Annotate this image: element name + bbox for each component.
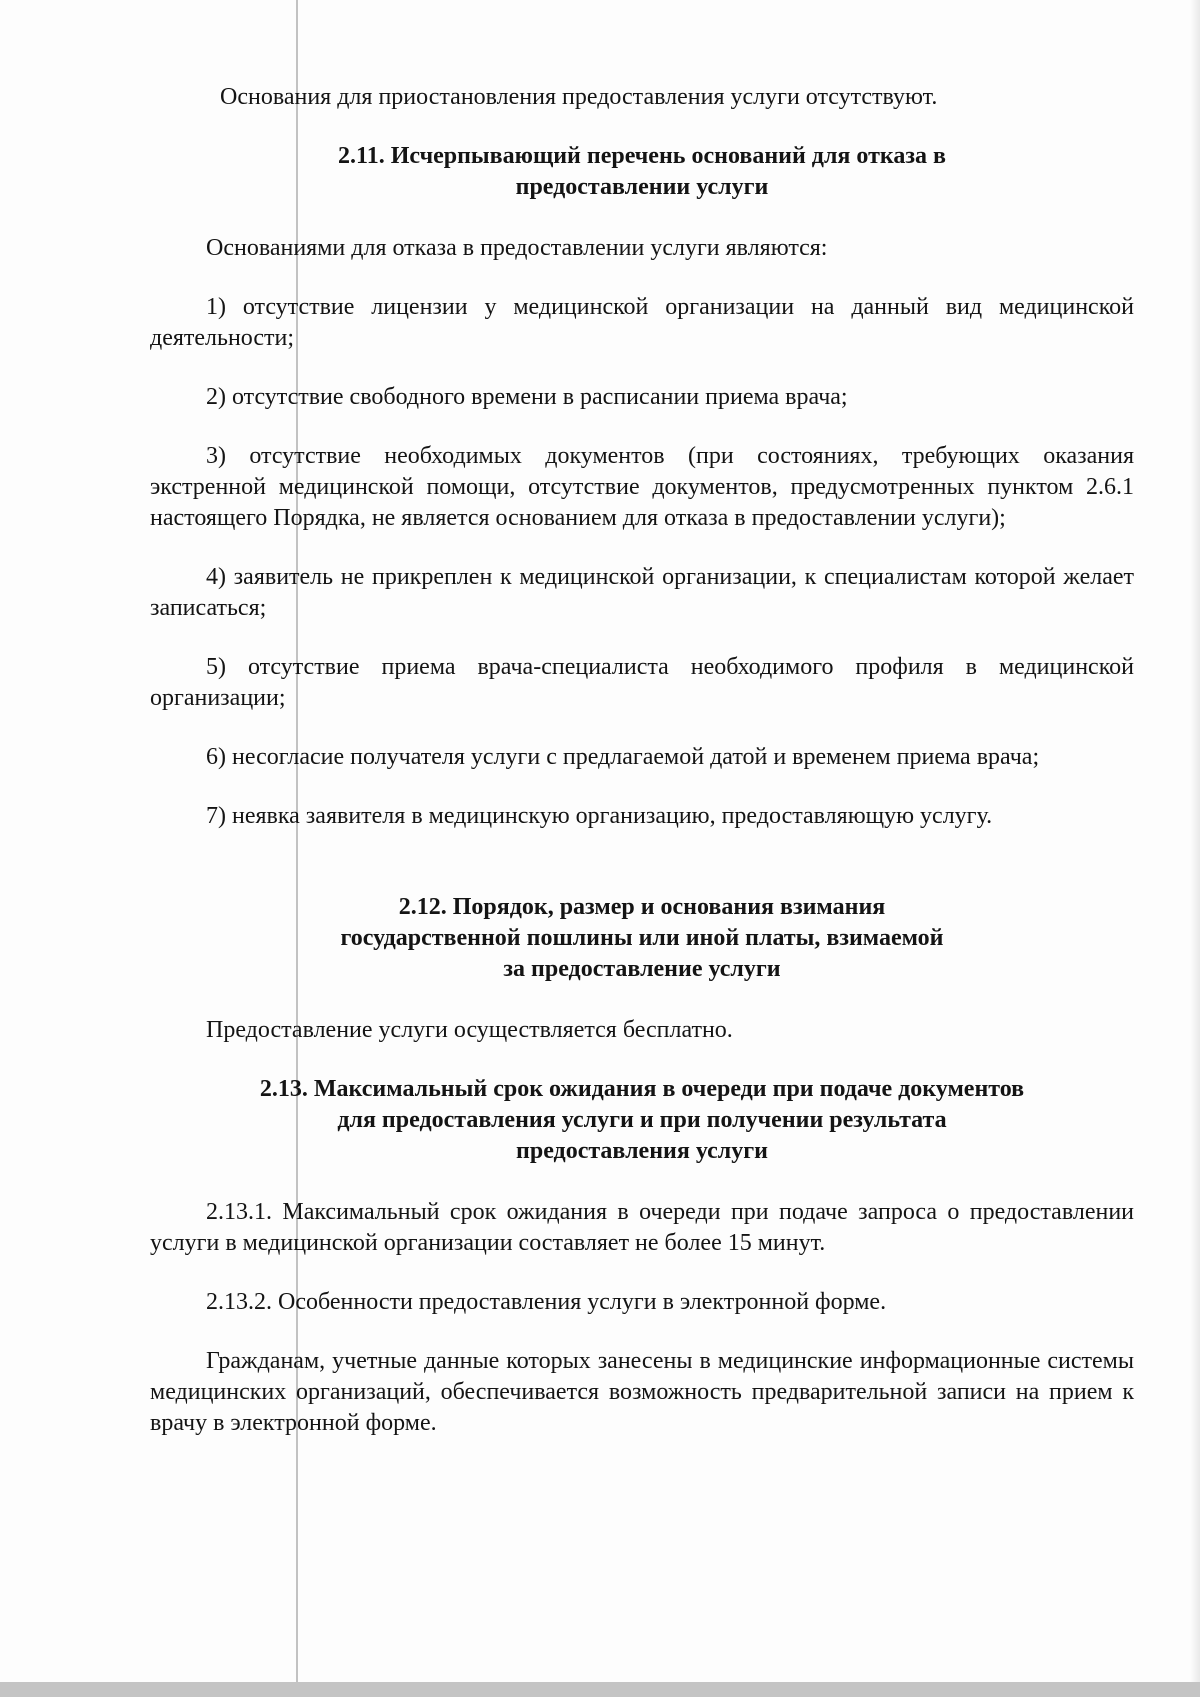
heading-2-13: 2.13. Максимальный срок ожидания в очереди при подаче документов для предоставления услуги и при получении результата предоставления услуги xyxy=(259,1076,1025,1164)
refusal-lead: Основаниями для отказа в предоставлении услуги являются: xyxy=(206,235,828,261)
heading-2-12: 2.12. Порядок, размер и основания взимания государственной пошлины или иной платы, взимаемой за предоставление услуги xyxy=(340,894,944,982)
fee-text: Предоставление услуги осуществляется бесплатно. xyxy=(206,1017,733,1043)
scan-bottom-margin xyxy=(0,1682,1200,1697)
refusal-item-4: 4) заявитель не прикреплен к медицинской организации, к специалистам которой желает записаться; xyxy=(150,564,1134,621)
document-body xyxy=(150,82,1134,1439)
paragraph-electronic-appointment: Гражданам, учетные данные которых занесены в медицинские информационные системы медицинских организаций, обеспечивается возможность предварительной записи на прием к врачу в электронной форме. xyxy=(150,1348,1134,1436)
refusal-item-2: 2) отсутствие свободного времени в расписании приема врача; xyxy=(206,384,848,410)
paragraph-2-13-1: 2.13.1. Максимальный срок ожидания в очереди при подаче запроса о предоставлении услуги в медицинской организации составляет не более 15 минут. xyxy=(150,1199,1134,1256)
refusal-item-1: 1) отсутствие лицензии у медицинской организации на данный вид медицинской деятельности; xyxy=(150,294,1134,351)
page-edge-shadow xyxy=(1190,0,1200,1682)
refusal-item-7: 7) неявка заявителя в медицинскую организацию, предоставляющую услугу. xyxy=(206,803,993,829)
suspension-note: Основания для приостановления предоставления услуги отсутствуют. xyxy=(220,84,938,110)
refusal-item-6: 6) несогласие получателя услуги с предлагаемой датой и временем приема врача; xyxy=(206,744,1040,770)
refusal-item-5: 5) отсутствие приема врача-специалиста необходимого профиля в медицинской организации; xyxy=(150,654,1134,711)
paragraph-2-13-2: 2.13.2. Особенности предоставления услуги в электронной форме. xyxy=(206,1289,887,1315)
heading-2-11: 2.11. Исчерпывающий перечень оснований для отказа в предоставлении услуги xyxy=(338,143,946,200)
refusal-item-3: 3) отсутствие необходимых документов (при состояниях, требующих оказания экстренной медицинской помощи, отсутствие документов, предусмотренных пунктом 2.6.1 настоящего Порядка, не является основанием для отказа в предоставлении услуги); xyxy=(150,443,1134,531)
